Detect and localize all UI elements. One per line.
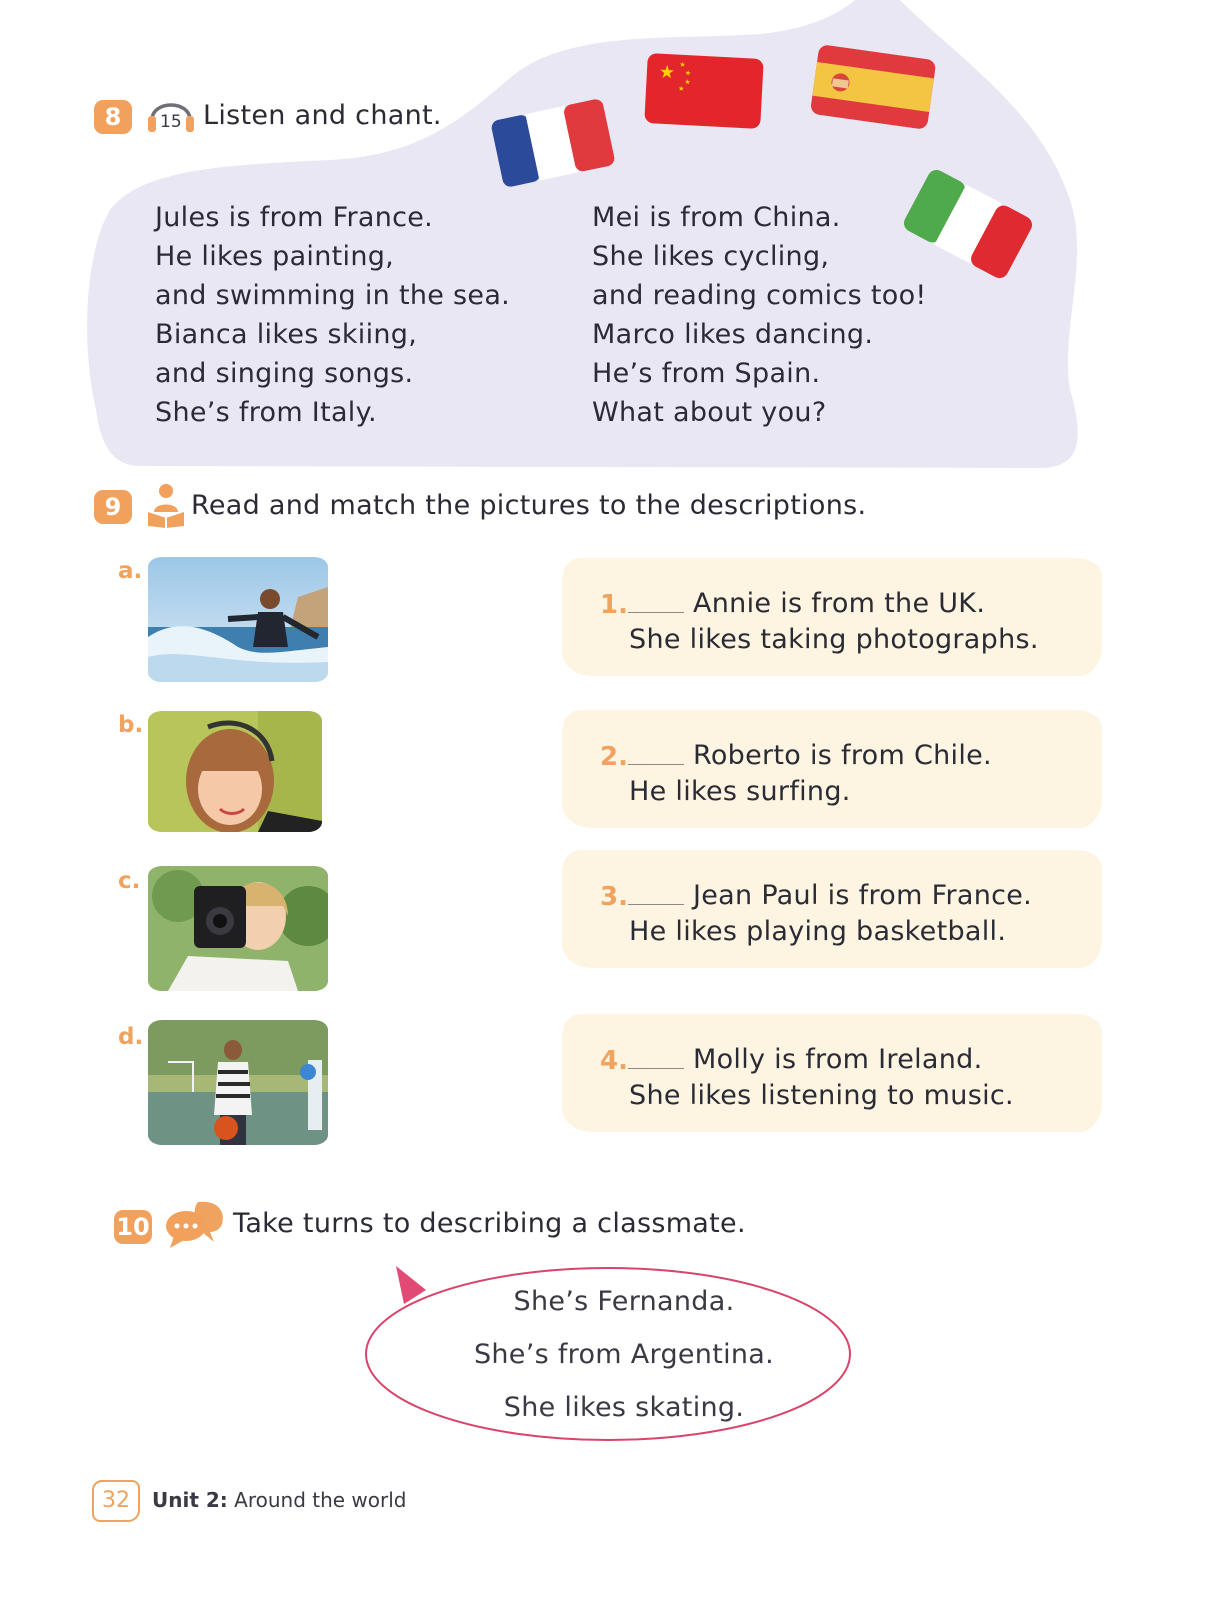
page-number: 32: [92, 1480, 140, 1522]
chant-line: Jules is from France.: [155, 202, 434, 233]
description-box-2: [562, 710, 1102, 828]
bubble-line-3: She likes skating.: [503, 1392, 745, 1423]
bubble-line-2: She’s from Argentina.: [473, 1339, 775, 1370]
flag-france-icon: [488, 95, 618, 191]
chant-line: Marco likes dancing.: [592, 319, 874, 350]
audio-track-number: 15: [160, 112, 182, 132]
chant-line: and singing songs.: [155, 358, 414, 389]
description-box-3: [562, 850, 1102, 968]
speech-bubbles-icon: [164, 1198, 228, 1250]
description-number: 1.: [600, 590, 628, 620]
picture-letter-b: b.: [118, 712, 144, 738]
description-line-2: He likes playing basketball.: [629, 916, 1007, 947]
svg-text:★: ★: [677, 84, 685, 93]
boy-basketball-photo[interactable]: [148, 1020, 328, 1145]
picture-letter-c: c.: [118, 868, 141, 894]
unit-label: Unit 2:: [152, 1488, 228, 1512]
chant-line: She’s from Italy.: [155, 397, 377, 428]
exercise-9-instruction: Read and match the pictures to the descriptions.: [191, 490, 867, 521]
exercise-9-number: 9: [94, 490, 132, 524]
unit-title: Around the world: [227, 1488, 407, 1512]
boy-surfing-photo[interactable]: [148, 557, 328, 682]
chant-left-column: [155, 198, 510, 432]
svg-text:★: ★: [684, 68, 692, 78]
exercise-8-instruction: Listen and chant.: [203, 100, 442, 131]
flag-spain-icon: [808, 40, 938, 136]
unit-footer: [152, 1488, 407, 1512]
description-number: 2.: [600, 742, 628, 772]
description-line-1: Annie is from the UK.: [693, 588, 986, 619]
chant-right-column: [592, 198, 927, 432]
chant-line: He’s from Spain.: [592, 358, 821, 389]
chant-line: Mei is from China.: [592, 202, 841, 233]
svg-text:★: ★: [684, 77, 691, 87]
description-box-4: [562, 1014, 1102, 1132]
description-box-1: [562, 558, 1102, 676]
chant-line: and reading comics too!: [592, 280, 927, 311]
description-number: 3.: [600, 882, 628, 912]
description-line-2: She likes taking photographs.: [629, 624, 1039, 655]
answer-blank[interactable]: [628, 764, 684, 765]
exercise-10-instruction: Take turns to describing a classmate.: [233, 1208, 746, 1239]
chant-line: He likes painting,: [155, 241, 395, 272]
answer-blank[interactable]: [628, 904, 684, 905]
answer-blank[interactable]: [628, 1068, 684, 1069]
chant-line: She likes cycling,: [592, 241, 830, 272]
description-line-1: Roberto is from Chile.: [693, 740, 992, 771]
description-number: 4.: [600, 1046, 628, 1076]
chant-line: and swimming in the sea.: [155, 280, 511, 311]
chant-line: Bianca likes skiing,: [155, 319, 418, 350]
answer-blank[interactable]: [628, 612, 684, 613]
description-line-2: He likes surfing.: [629, 776, 851, 807]
svg-text:★: ★: [679, 60, 686, 69]
girl-camera-photo[interactable]: [148, 866, 328, 991]
chant-line: What about you?: [592, 397, 827, 428]
exercise-10-number: 10: [114, 1210, 152, 1244]
exercise-8-number: 8: [94, 100, 132, 134]
description-line-2: She likes listening to music.: [629, 1080, 1014, 1111]
picture-letter-a: a.: [118, 558, 143, 584]
description-line-1: Molly is from Ireland.: [693, 1044, 983, 1075]
picture-letter-d: d.: [118, 1024, 144, 1050]
reading-person-icon: [146, 482, 186, 528]
girl-headphones-photo[interactable]: [148, 711, 322, 832]
svg-text:★: ★: [658, 61, 676, 84]
flag-china-icon: [640, 48, 768, 134]
bubble-line-1: She’s Fernanda.: [513, 1286, 735, 1317]
description-line-1: Jean Paul is from France.: [693, 880, 1033, 911]
